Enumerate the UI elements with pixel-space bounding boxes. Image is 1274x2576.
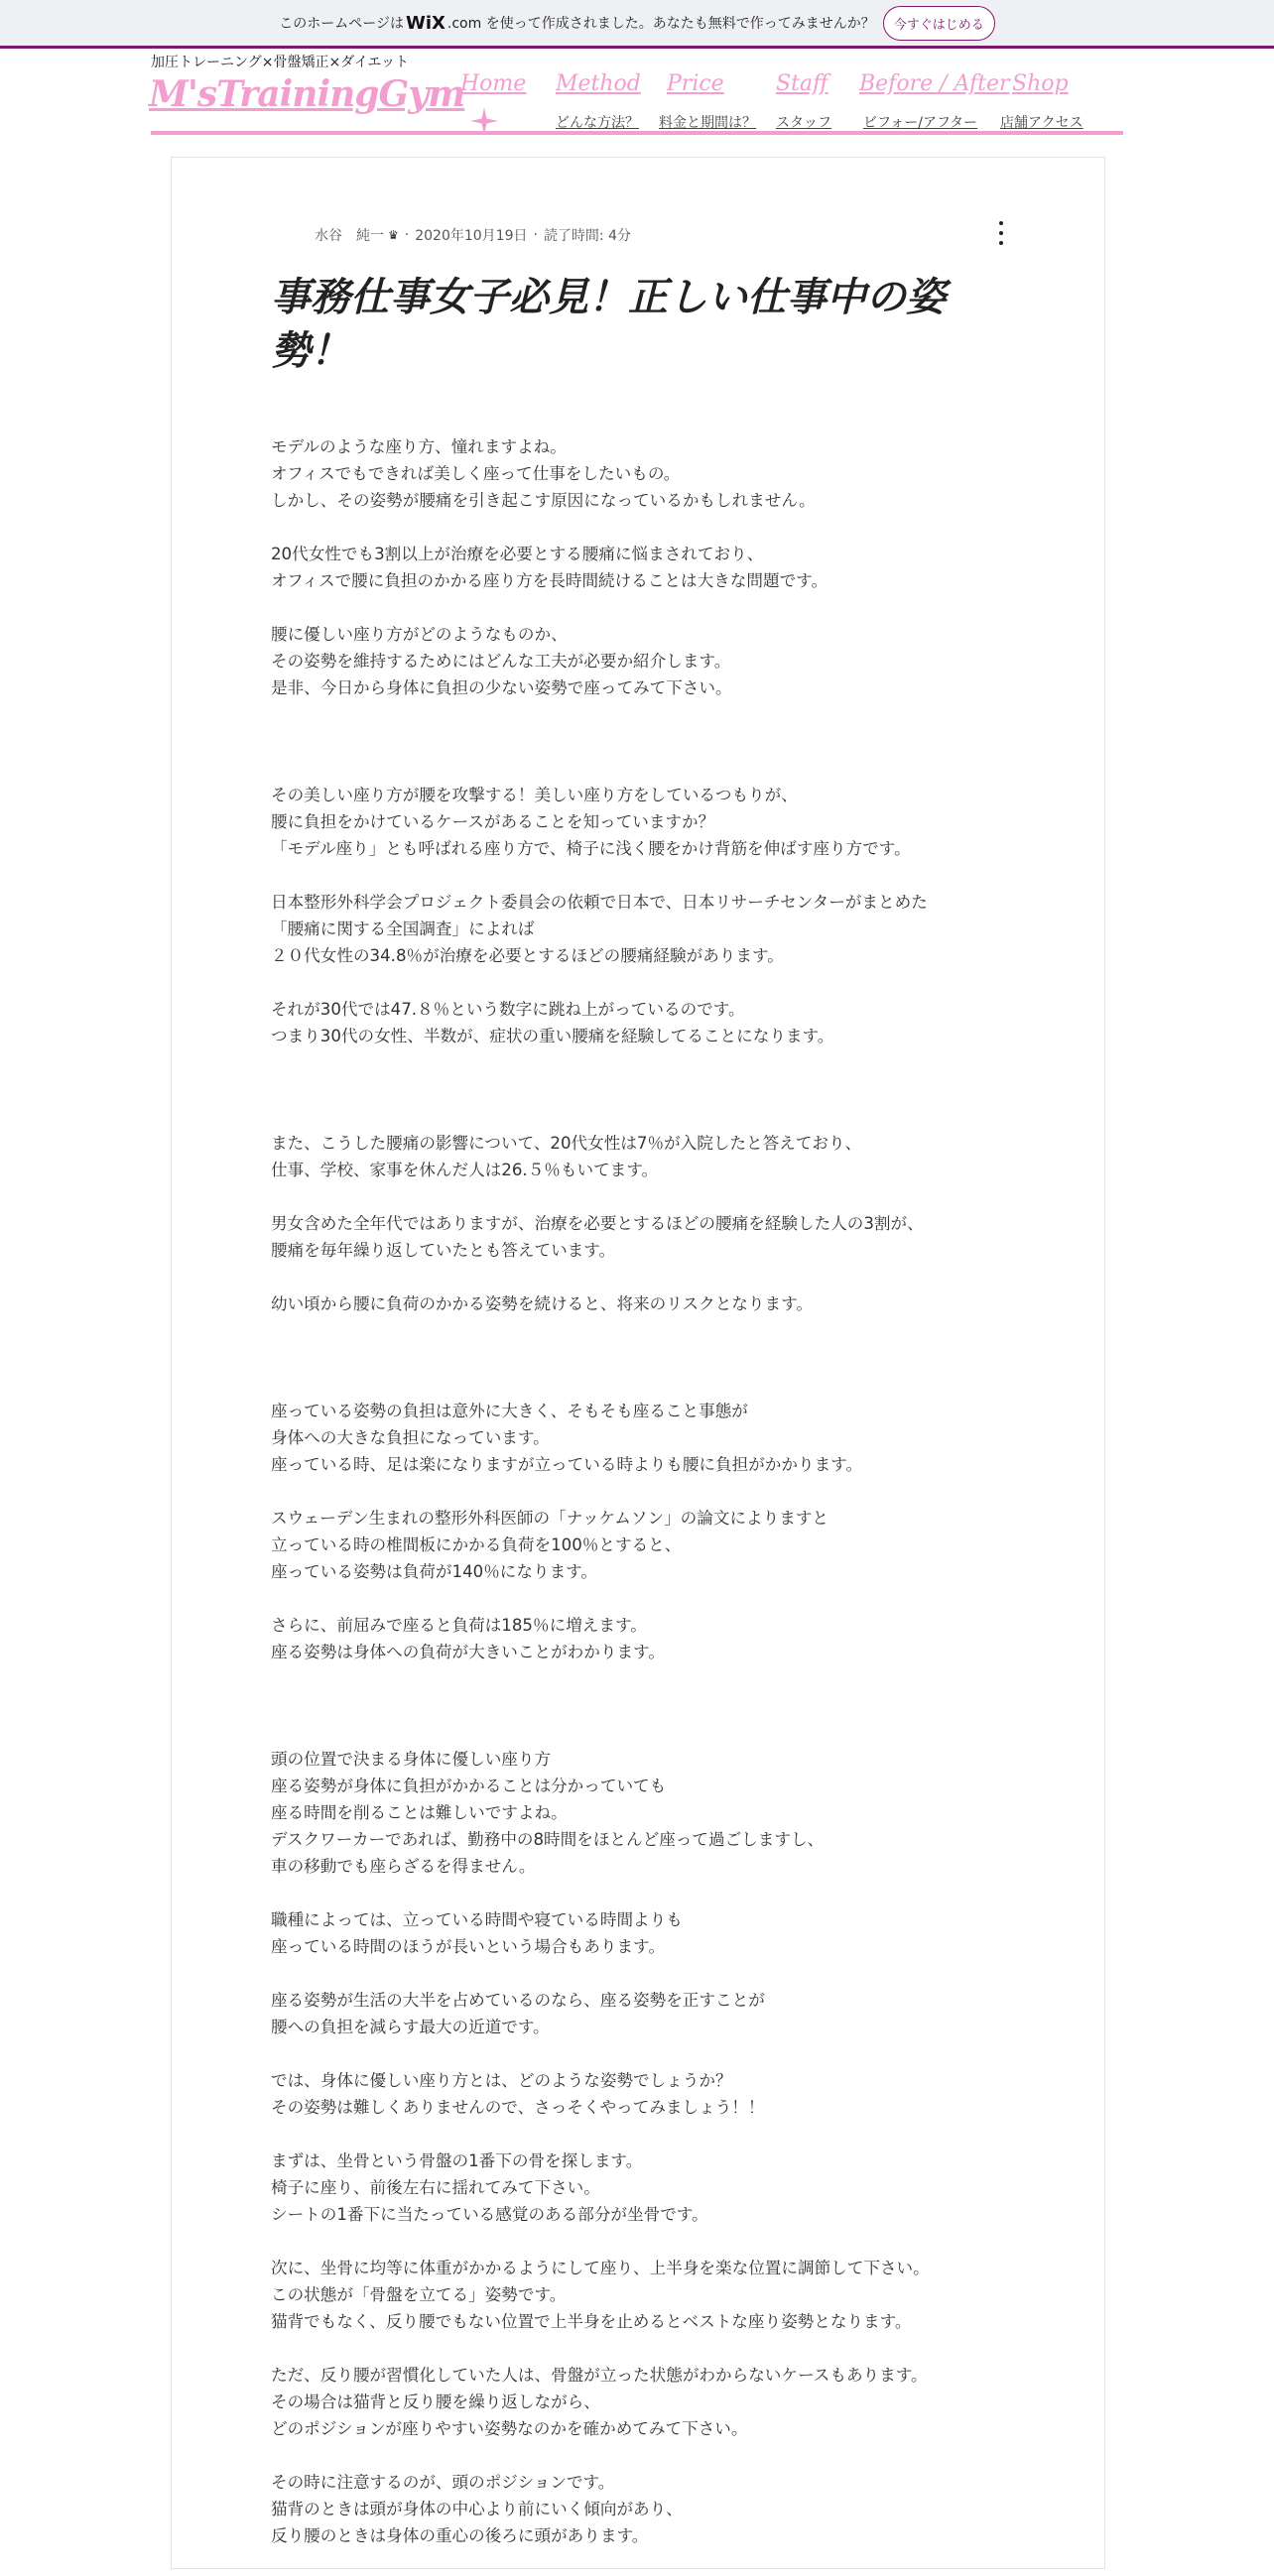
header-divider [151,131,1123,135]
nav-home[interactable]: Home [460,71,527,96]
nav-shop[interactable]: Shop [1012,71,1069,96]
nav-before-after[interactable]: Before / After [859,71,1010,96]
post-title [271,271,985,378]
nav-before-after-sub[interactable]: ビフォー/アフター [863,115,978,131]
post-paragraph [271,996,1045,1049]
post-paragraph [271,2255,1045,2335]
paragraph-line: ただ、反り腰が習慣化していた人は、骨盤が立った状態がわからないケースもあります。 [271,2366,928,2385]
nav-price-sub[interactable]: 料金と期間は？ [659,115,756,131]
paragraph-line: まずは、坐骨という骨盤の1番下の骨を探します。 [271,2151,643,2170]
nav-price[interactable]: Price [667,71,724,96]
site-logo[interactable]: M'sTrainingGym [149,73,465,115]
paragraph-line: 頭の位置で決まる身体に優しい座り方 [271,1750,552,1769]
nav-staff-sub[interactable]: スタッフ [776,115,831,131]
paragraph-line: その美しい座り方が腰を攻撃する！美しい座り方をしているつもりが、 [271,786,798,804]
banner-suffix: .com を使って作成されました。あなたも無料で作ってみませんか？ [446,16,875,32]
paragraph-line: その姿勢は難しくありませんので、さっそくやってみましょう！！ [271,2098,765,2117]
post-paragraph [271,621,1045,701]
start-now-button[interactable]: 今すぐはじめる [883,6,995,41]
paragraph-line: また、こうした腰痛の影響について、20代女性は7％が入院したと答えており、 [271,1134,862,1153]
more-options-icon[interactable] [997,221,1005,245]
post-paragraph [271,1987,1045,2040]
post-paragraph [271,1130,1045,1183]
paragraph-line: 職種によっては、立っている時間や寝ている時間よりも [271,1910,683,1929]
post-body [271,433,1045,2576]
post-paragraph [271,1398,1045,1478]
nav-staff[interactable]: Staff [776,71,828,96]
paragraph-line: 座っている時間のほうが長いという場合もあります。 [271,1937,665,1956]
paragraph-line: ２０代女性の34.8％が治療を必要とするほどの腰痛経験があります。 [271,946,784,965]
paragraph-line: 立っている時の椎間板にかかる負荷を100％とすると、 [271,1535,682,1554]
post-title-line1: 事務仕事女子必見！正しい仕事中の姿 [271,275,946,320]
post-paragraph [271,2362,1045,2442]
paragraph-line: 仕事、学校、家事を休んだ人は26.５％もいてます。 [271,1161,659,1179]
paragraph-line: モデルのような座り方、憧れますよね。 [271,437,567,456]
nav-method-sub[interactable]: どんな方法？ [556,115,639,131]
post-paragraph [271,1505,1045,1585]
post-paragraph [271,1210,1045,1264]
post-paragraph [271,2067,1045,2121]
wix-promo-banner [0,0,1274,49]
paragraph-line: その場合は猫背と反り腰を繰り返しながら、 [271,2392,600,2411]
read-time: 読了時間: 4分 [543,228,632,244]
paragraph-line: 幼い頃から腰に負荷のかかる姿勢を続けると、将来のリスクとなります。 [271,1294,813,1313]
post-date: 2020年10月19日 [415,228,528,244]
post-paragraph [271,1906,1045,1960]
nav-method[interactable]: Method [556,71,641,96]
paragraph-line: 猫背のときは頭が身体の中心より前にいく傾向があり、 [271,2500,683,2518]
post-title-line2: 勢！ [271,328,350,374]
wix-logo[interactable]: WiX [406,12,446,34]
crown-icon: ♛ [388,228,399,242]
paragraph-line: 20代女性でも3割以上が治療を必要とする腰痛に悩まされており、 [271,545,764,563]
paragraph-line: 次に、坐骨に均等に体重がかかるようにして座り、上半身を楽な位置に調節して下さい。 [271,2259,930,2277]
post-paragraph [271,889,1045,969]
paragraph-line: 座っている姿勢の負担は意外に大きく、そもそも座ること事態が [271,1402,748,1420]
paragraph-line: シートの1番下に当たっている感覚のある部分が坐骨です。 [271,2205,708,2224]
post-paragraph [271,2147,1045,2228]
post-paragraph [271,2469,1045,2549]
nav-shop-sub[interactable]: 店舗アクセス [1000,115,1083,131]
paragraph-line: つまり30代の女性、半数が、症状の重い腰痛を経験してることになります。 [271,1027,834,1045]
paragraph-line: オフィスでもできれば美しく座って仕事をしたいもの。 [271,464,681,483]
post-paragraph [271,782,1045,862]
paragraph-line: 日本整形外科学会プロジェクト委員会の依頼で日本で、日本リサーチセンターがまとめた [271,893,928,912]
paragraph-line: どのポジションが座りやすい姿勢なのかを確かめてみて下さい。 [271,2419,748,2438]
paragraph-line: 腰に優しい座り方がどのようなものか、 [271,625,568,644]
paragraph-line: 座る時間を削ることは難しいですよね。 [271,1803,568,1822]
paragraph-line: 「モデル座り」とも呼ばれる座り方で、椅子に浅く腰をかけ背筋を伸ばす座り方です。 [271,839,911,858]
paragraph-line: 猫背でもなく、反り腰でもない位置で上半身を止めるとベストな座り姿勢となります。 [271,2312,912,2331]
paragraph-line: オフィスで腰に負担のかかる座り方を長時間続けることは大きな問題です。 [271,571,828,590]
author-name[interactable]: 水谷 純一 [315,228,384,244]
paragraph-line: 「腰痛に関する全国調査」によれば [271,920,535,938]
post-paragraph [271,1612,1045,1665]
paragraph-line: 腰に負担をかけているケースがあることを知っていますか？ [271,812,715,831]
paragraph-line: しかし、その姿勢が腰痛を引き起こす原因になっているかもしれません。 [271,491,816,510]
paragraph-line: さらに、前屈みで座ると負荷は185％に増えます。 [271,1616,647,1635]
paragraph-line: 腰への負担を減らす最大の近道です。 [271,2018,550,2036]
paragraph-line: 座っている時、足は楽になりますが立っている時よりも腰に負担がかかります。 [271,1455,863,1474]
paragraph-line: 反り腰のときは身体の重心の後ろに頭があります。 [271,2526,649,2545]
site-tagline: 加圧トレーニング×骨盤矯正×ダイエット [151,55,410,70]
paragraph-line: デスクワーカーであれば、勤務中の8時間をほとんど座って過ごしますし、 [271,1830,825,1849]
paragraph-line: 是非、今日から身体に負担の少ない姿勢で座ってみて下さい。 [271,678,732,697]
paragraph-line: では、身体に優しい座り方とは、どのような姿勢でしょうか？ [271,2071,732,2090]
paragraph-line: 身体への大きな負担になっています。 [271,1428,550,1447]
paragraph-line: その姿勢を維持するためにはどんな工夫が必要か紹介します。 [271,652,731,671]
banner-prefix: このホームページは [279,16,404,32]
paragraph-line: 座る姿勢が身体に負担がかかることは分かっていても [271,1777,667,1795]
post-paragraph [271,541,1045,594]
paragraph-line: 座っている姿勢は負荷が140％になります。 [271,1562,598,1581]
paragraph-line: 椅子に座り、前後左右に揺れてみて下さい。 [271,2178,600,2197]
paragraph-line: 座る姿勢は身体への負荷が大きいことがわかります。 [271,1643,665,1661]
paragraph-line: 腰痛を毎年繰り返していたとも答えています。 [271,1241,616,1260]
paragraph-line: スウェーデン生まれの整形外科医師の「ナッケムソン」の論文によりますと [271,1509,829,1528]
paragraph-line: この状態が「骨盤を立てる」姿勢です。 [271,2285,567,2304]
post-paragraph [271,433,1045,514]
blog-post-card [171,157,1105,2569]
paragraph-line: 座る姿勢が生活の大半を占めているのなら、座る姿勢を正すことが [271,1991,765,2010]
paragraph-line: その時に注意するのが、頭のポジションです。 [271,2473,615,2492]
post-paragraph [271,1290,1045,1317]
paragraph-line: 車の移動でも座らざるを得ません。 [271,1857,536,1876]
post-paragraph [271,1746,1045,1880]
paragraph-line: 男女含めた全年代ではありますが、治療を必要とするほどの腰痛を経験した人の3割が、 [271,1214,924,1233]
post-meta: 水谷 純一 ♛ · 2020年10月19日 · 読了時間: 4分 [315,227,632,244]
paragraph-line: それが30代では47.８％という数字に跳ね上がっているのです。 [271,1000,745,1019]
